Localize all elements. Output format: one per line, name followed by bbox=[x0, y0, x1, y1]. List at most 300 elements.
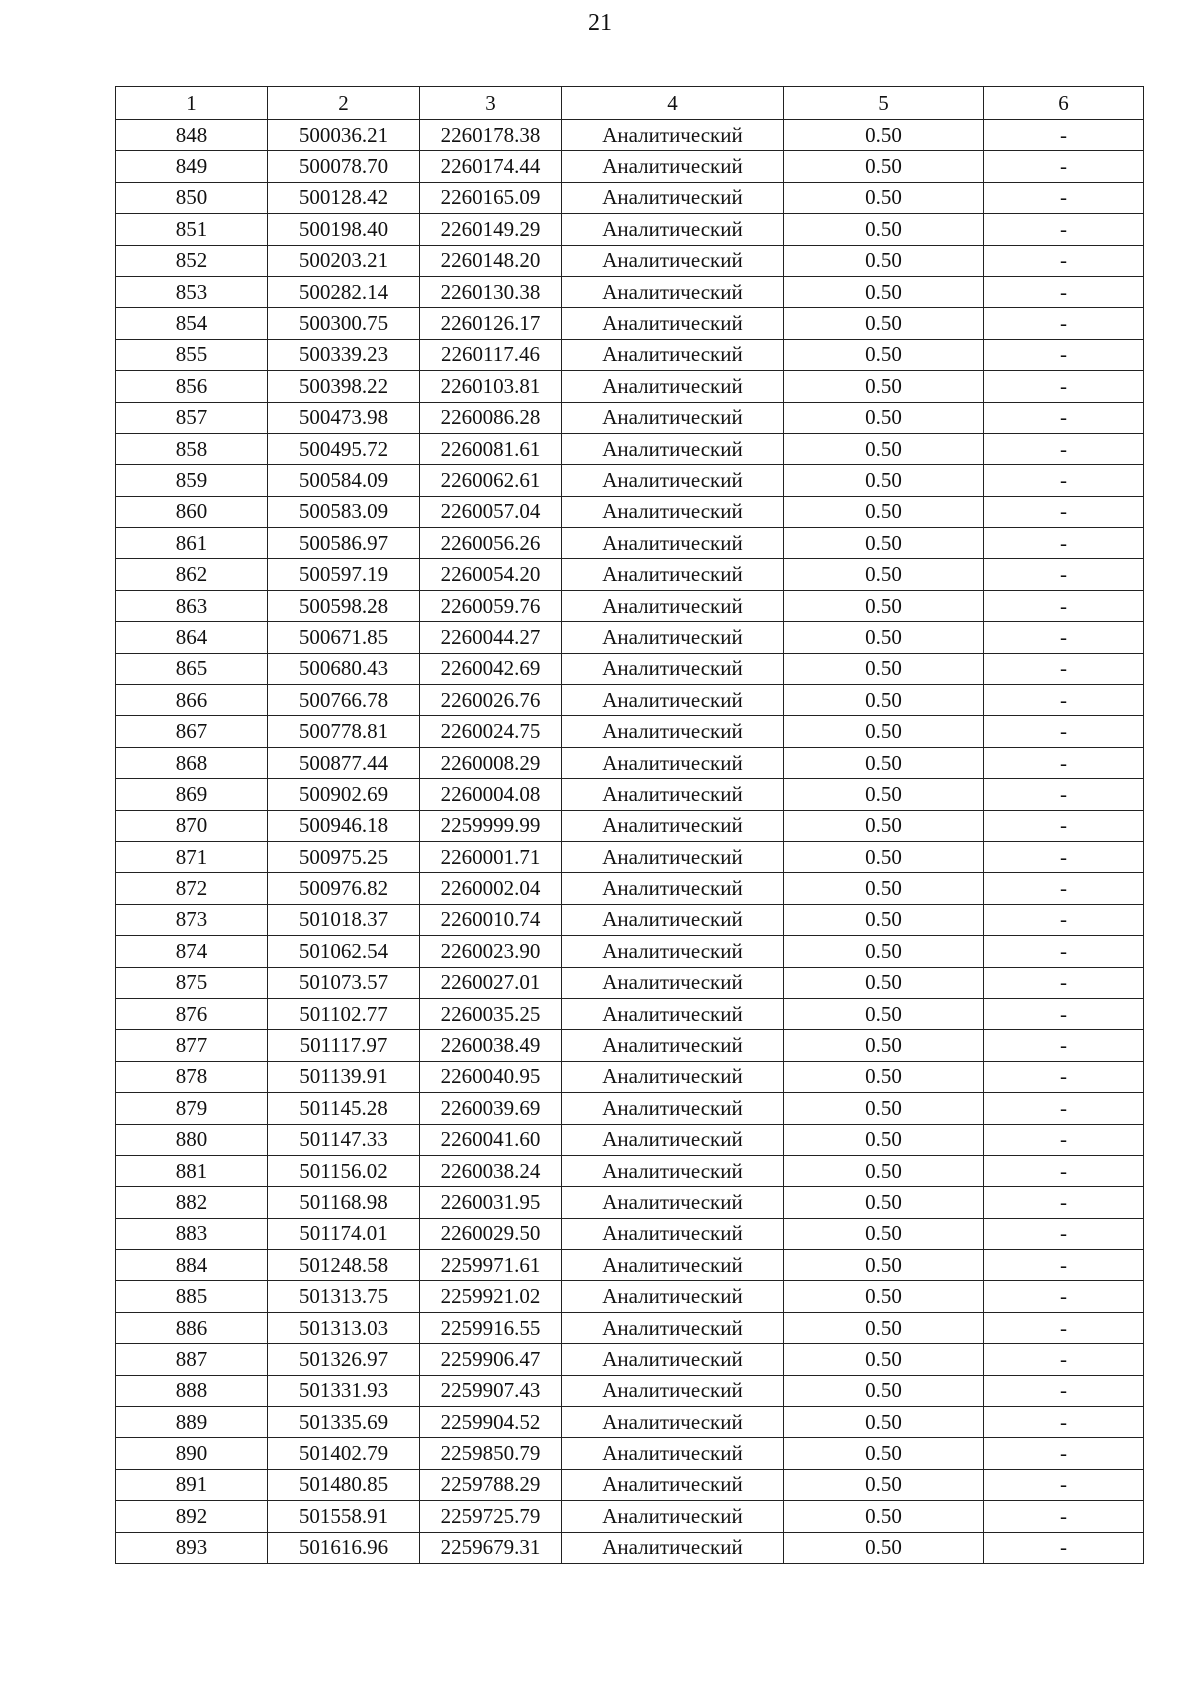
point-number-cell: 859 bbox=[116, 465, 268, 496]
description-cell: - bbox=[984, 1532, 1144, 1563]
table-row bbox=[116, 339, 1144, 370]
method-cell: Аналитический bbox=[562, 245, 784, 276]
accuracy-cell: 0.50 bbox=[784, 151, 984, 182]
y-coordinate-cell: 2260035.25 bbox=[420, 998, 562, 1029]
x-coordinate-cell: 500128.42 bbox=[268, 182, 420, 213]
point-number-cell: 893 bbox=[116, 1532, 268, 1563]
x-coordinate-cell: 500300.75 bbox=[268, 308, 420, 339]
method-cell: Аналитический bbox=[562, 1124, 784, 1155]
table-row bbox=[116, 1281, 1144, 1312]
x-coordinate-cell: 501145.28 bbox=[268, 1093, 420, 1124]
table-row bbox=[116, 245, 1144, 276]
table-row bbox=[116, 1250, 1144, 1281]
table-row bbox=[116, 685, 1144, 716]
point-number-cell: 890 bbox=[116, 1438, 268, 1469]
point-number-cell: 888 bbox=[116, 1375, 268, 1406]
x-coordinate-cell: 501248.58 bbox=[268, 1250, 420, 1281]
x-coordinate-cell: 500778.81 bbox=[268, 716, 420, 747]
description-cell: - bbox=[984, 810, 1144, 841]
x-coordinate-cell: 500976.82 bbox=[268, 873, 420, 904]
x-coordinate-cell: 501331.93 bbox=[268, 1375, 420, 1406]
description-cell: - bbox=[984, 182, 1144, 213]
y-coordinate-cell: 2259788.29 bbox=[420, 1469, 562, 1500]
method-cell: Аналитический bbox=[562, 1438, 784, 1469]
point-number-cell: 883 bbox=[116, 1218, 268, 1249]
y-coordinate-cell: 2260149.29 bbox=[420, 214, 562, 245]
point-number-cell: 856 bbox=[116, 371, 268, 402]
y-coordinate-cell: 2260027.01 bbox=[420, 967, 562, 998]
accuracy-cell: 0.50 bbox=[784, 1469, 984, 1500]
accuracy-cell: 0.50 bbox=[784, 465, 984, 496]
method-cell: Аналитический bbox=[562, 433, 784, 464]
point-number-cell: 865 bbox=[116, 653, 268, 684]
x-coordinate-cell: 501174.01 bbox=[268, 1218, 420, 1249]
method-cell: Аналитический bbox=[562, 528, 784, 559]
method-cell: Аналитический bbox=[562, 716, 784, 747]
table-row bbox=[116, 716, 1144, 747]
point-number-cell: 881 bbox=[116, 1155, 268, 1186]
x-coordinate-cell: 501168.98 bbox=[268, 1187, 420, 1218]
x-coordinate-cell: 501335.69 bbox=[268, 1407, 420, 1438]
x-coordinate-cell: 500282.14 bbox=[268, 276, 420, 307]
x-coordinate-cell: 501139.91 bbox=[268, 1061, 420, 1092]
y-coordinate-cell: 2260059.76 bbox=[420, 590, 562, 621]
table-row bbox=[116, 747, 1144, 778]
point-number-cell: 858 bbox=[116, 433, 268, 464]
description-cell: - bbox=[984, 276, 1144, 307]
accuracy-cell: 0.50 bbox=[784, 1281, 984, 1312]
method-cell: Аналитический bbox=[562, 1312, 784, 1343]
y-coordinate-cell: 2260086.28 bbox=[420, 402, 562, 433]
description-cell: - bbox=[984, 716, 1144, 747]
table-row bbox=[116, 1532, 1144, 1563]
description-cell: - bbox=[984, 1093, 1144, 1124]
accuracy-cell: 0.50 bbox=[784, 559, 984, 590]
table-row bbox=[116, 1375, 1144, 1406]
point-number-cell: 866 bbox=[116, 685, 268, 716]
y-coordinate-cell: 2260038.24 bbox=[420, 1155, 562, 1186]
table-row bbox=[116, 496, 1144, 527]
accuracy-cell: 0.50 bbox=[784, 873, 984, 904]
accuracy-cell: 0.50 bbox=[784, 182, 984, 213]
method-cell: Аналитический bbox=[562, 465, 784, 496]
x-coordinate-cell: 500946.18 bbox=[268, 810, 420, 841]
point-number-cell: 850 bbox=[116, 182, 268, 213]
description-cell: - bbox=[984, 653, 1144, 684]
method-cell: Аналитический bbox=[562, 1375, 784, 1406]
method-cell: Аналитический bbox=[562, 590, 784, 621]
point-number-cell: 886 bbox=[116, 1312, 268, 1343]
point-number-cell: 869 bbox=[116, 779, 268, 810]
description-cell: - bbox=[984, 559, 1144, 590]
accuracy-cell: 0.50 bbox=[784, 1344, 984, 1375]
x-coordinate-cell: 501102.77 bbox=[268, 998, 420, 1029]
accuracy-cell: 0.50 bbox=[784, 402, 984, 433]
y-coordinate-cell: 2260178.38 bbox=[420, 120, 562, 151]
table-row bbox=[116, 841, 1144, 872]
point-number-cell: 848 bbox=[116, 120, 268, 151]
table-row bbox=[116, 998, 1144, 1029]
accuracy-cell: 0.50 bbox=[784, 904, 984, 935]
point-number-cell: 851 bbox=[116, 214, 268, 245]
point-number-cell: 852 bbox=[116, 245, 268, 276]
table-body bbox=[116, 120, 1144, 1564]
table-row bbox=[116, 1312, 1144, 1343]
accuracy-cell: 0.50 bbox=[784, 747, 984, 778]
table-row bbox=[116, 1187, 1144, 1218]
accuracy-cell: 0.50 bbox=[784, 590, 984, 621]
page-number: 21 bbox=[588, 10, 612, 36]
method-cell: Аналитический bbox=[562, 151, 784, 182]
column-header-1: 1 bbox=[116, 87, 268, 120]
method-cell: Аналитический bbox=[562, 120, 784, 151]
table-row bbox=[116, 120, 1144, 151]
method-cell: Аналитический bbox=[562, 1250, 784, 1281]
accuracy-cell: 0.50 bbox=[784, 967, 984, 998]
accuracy-cell: 0.50 bbox=[784, 998, 984, 1029]
method-cell: Аналитический bbox=[562, 779, 784, 810]
description-cell: - bbox=[984, 1438, 1144, 1469]
table-row bbox=[116, 1061, 1144, 1092]
accuracy-cell: 0.50 bbox=[784, 622, 984, 653]
table-row bbox=[116, 559, 1144, 590]
table-row bbox=[116, 904, 1144, 935]
method-cell: Аналитический bbox=[562, 559, 784, 590]
point-number-cell: 879 bbox=[116, 1093, 268, 1124]
x-coordinate-cell: 500586.97 bbox=[268, 528, 420, 559]
x-coordinate-cell: 501558.91 bbox=[268, 1501, 420, 1532]
y-coordinate-cell: 2260054.20 bbox=[420, 559, 562, 590]
method-cell: Аналитический bbox=[562, 1187, 784, 1218]
description-cell: - bbox=[984, 1375, 1144, 1406]
point-number-cell: 884 bbox=[116, 1250, 268, 1281]
table-row bbox=[116, 151, 1144, 182]
description-cell: - bbox=[984, 433, 1144, 464]
accuracy-cell: 0.50 bbox=[784, 685, 984, 716]
accuracy-cell: 0.50 bbox=[784, 1030, 984, 1061]
accuracy-cell: 0.50 bbox=[784, 214, 984, 245]
x-coordinate-cell: 500495.72 bbox=[268, 433, 420, 464]
x-coordinate-cell: 500339.23 bbox=[268, 339, 420, 370]
description-cell: - bbox=[984, 622, 1144, 653]
point-number-cell: 874 bbox=[116, 936, 268, 967]
method-cell: Аналитический bbox=[562, 214, 784, 245]
accuracy-cell: 0.50 bbox=[784, 1501, 984, 1532]
accuracy-cell: 0.50 bbox=[784, 1187, 984, 1218]
description-cell: - bbox=[984, 590, 1144, 621]
table-row bbox=[116, 1469, 1144, 1500]
y-coordinate-cell: 2259679.31 bbox=[420, 1532, 562, 1563]
method-cell: Аналитический bbox=[562, 402, 784, 433]
description-cell: - bbox=[984, 1187, 1144, 1218]
point-number-cell: 862 bbox=[116, 559, 268, 590]
method-cell: Аналитический bbox=[562, 1155, 784, 1186]
description-cell: - bbox=[984, 967, 1144, 998]
description-cell: - bbox=[984, 1124, 1144, 1155]
description-cell: - bbox=[984, 1312, 1144, 1343]
table-row bbox=[116, 1124, 1144, 1155]
y-coordinate-cell: 2260031.95 bbox=[420, 1187, 562, 1218]
accuracy-cell: 0.50 bbox=[784, 308, 984, 339]
table-row bbox=[116, 967, 1144, 998]
y-coordinate-cell: 2260002.04 bbox=[420, 873, 562, 904]
point-number-cell: 855 bbox=[116, 339, 268, 370]
description-cell: - bbox=[984, 402, 1144, 433]
description-cell: - bbox=[984, 151, 1144, 182]
y-coordinate-cell: 2260038.49 bbox=[420, 1030, 562, 1061]
x-coordinate-cell: 500902.69 bbox=[268, 779, 420, 810]
table-row bbox=[116, 528, 1144, 559]
table-row bbox=[116, 1030, 1144, 1061]
point-number-cell: 857 bbox=[116, 402, 268, 433]
description-cell: - bbox=[984, 1344, 1144, 1375]
y-coordinate-cell: 2260042.69 bbox=[420, 653, 562, 684]
accuracy-cell: 0.50 bbox=[784, 245, 984, 276]
y-coordinate-cell: 2259904.52 bbox=[420, 1407, 562, 1438]
method-cell: Аналитический bbox=[562, 841, 784, 872]
table-row bbox=[116, 402, 1144, 433]
point-number-cell: 870 bbox=[116, 810, 268, 841]
table-row bbox=[116, 1438, 1144, 1469]
method-cell: Аналитический bbox=[562, 1501, 784, 1532]
x-coordinate-cell: 501616.96 bbox=[268, 1532, 420, 1563]
coordinates-table bbox=[115, 86, 1144, 1564]
point-number-cell: 887 bbox=[116, 1344, 268, 1375]
accuracy-cell: 0.50 bbox=[784, 1155, 984, 1186]
y-coordinate-cell: 2260081.61 bbox=[420, 433, 562, 464]
y-coordinate-cell: 2260029.50 bbox=[420, 1218, 562, 1249]
method-cell: Аналитический bbox=[562, 1093, 784, 1124]
table-row bbox=[116, 1501, 1144, 1532]
table-row bbox=[116, 590, 1144, 621]
accuracy-cell: 0.50 bbox=[784, 339, 984, 370]
method-cell: Аналитический bbox=[562, 685, 784, 716]
accuracy-cell: 0.50 bbox=[784, 810, 984, 841]
x-coordinate-cell: 500975.25 bbox=[268, 841, 420, 872]
y-coordinate-cell: 2260024.75 bbox=[420, 716, 562, 747]
table-row bbox=[116, 182, 1144, 213]
point-number-cell: 889 bbox=[116, 1407, 268, 1438]
accuracy-cell: 0.50 bbox=[784, 1312, 984, 1343]
table-row bbox=[116, 1093, 1144, 1124]
column-header-6: 6 bbox=[984, 87, 1144, 120]
y-coordinate-cell: 2260062.61 bbox=[420, 465, 562, 496]
x-coordinate-cell: 500597.19 bbox=[268, 559, 420, 590]
table-row bbox=[116, 308, 1144, 339]
method-cell: Аналитический bbox=[562, 1218, 784, 1249]
accuracy-cell: 0.50 bbox=[784, 528, 984, 559]
accuracy-cell: 0.50 bbox=[784, 936, 984, 967]
table-row bbox=[116, 873, 1144, 904]
accuracy-cell: 0.50 bbox=[784, 1375, 984, 1406]
description-cell: - bbox=[984, 936, 1144, 967]
point-number-cell: 861 bbox=[116, 528, 268, 559]
y-coordinate-cell: 2260026.76 bbox=[420, 685, 562, 716]
accuracy-cell: 0.50 bbox=[784, 1438, 984, 1469]
y-coordinate-cell: 2259725.79 bbox=[420, 1501, 562, 1532]
description-cell: - bbox=[984, 998, 1144, 1029]
description-cell: - bbox=[984, 120, 1144, 151]
y-coordinate-cell: 2260040.95 bbox=[420, 1061, 562, 1092]
y-coordinate-cell: 2259971.61 bbox=[420, 1250, 562, 1281]
table-header bbox=[116, 87, 1144, 120]
point-number-cell: 885 bbox=[116, 1281, 268, 1312]
point-number-cell: 877 bbox=[116, 1030, 268, 1061]
point-number-cell: 876 bbox=[116, 998, 268, 1029]
column-header-3: 3 bbox=[420, 87, 562, 120]
y-coordinate-cell: 2259850.79 bbox=[420, 1438, 562, 1469]
accuracy-cell: 0.50 bbox=[784, 779, 984, 810]
table-row bbox=[116, 1155, 1144, 1186]
description-cell: - bbox=[984, 245, 1144, 276]
point-number-cell: 860 bbox=[116, 496, 268, 527]
y-coordinate-cell: 2260023.90 bbox=[420, 936, 562, 967]
point-number-cell: 873 bbox=[116, 904, 268, 935]
method-cell: Аналитический bbox=[562, 371, 784, 402]
point-number-cell: 868 bbox=[116, 747, 268, 778]
x-coordinate-cell: 500078.70 bbox=[268, 151, 420, 182]
y-coordinate-cell: 2260117.46 bbox=[420, 339, 562, 370]
y-coordinate-cell: 2260130.38 bbox=[420, 276, 562, 307]
y-coordinate-cell: 2260008.29 bbox=[420, 747, 562, 778]
point-number-cell: 863 bbox=[116, 590, 268, 621]
description-cell: - bbox=[984, 1281, 1144, 1312]
method-cell: Аналитический bbox=[562, 1407, 784, 1438]
table-row bbox=[116, 810, 1144, 841]
method-cell: Аналитический bbox=[562, 1344, 784, 1375]
point-number-cell: 853 bbox=[116, 276, 268, 307]
y-coordinate-cell: 2260165.09 bbox=[420, 182, 562, 213]
description-cell: - bbox=[984, 1030, 1144, 1061]
y-coordinate-cell: 2259999.99 bbox=[420, 810, 562, 841]
description-cell: - bbox=[984, 371, 1144, 402]
x-coordinate-cell: 501402.79 bbox=[268, 1438, 420, 1469]
description-cell: - bbox=[984, 1407, 1144, 1438]
x-coordinate-cell: 500583.09 bbox=[268, 496, 420, 527]
method-cell: Аналитический bbox=[562, 1281, 784, 1312]
point-number-cell: 871 bbox=[116, 841, 268, 872]
column-header-5: 5 bbox=[784, 87, 984, 120]
description-cell: - bbox=[984, 904, 1144, 935]
y-coordinate-cell: 2259916.55 bbox=[420, 1312, 562, 1343]
table-row bbox=[116, 779, 1144, 810]
x-coordinate-cell: 500584.09 bbox=[268, 465, 420, 496]
description-cell: - bbox=[984, 747, 1144, 778]
method-cell: Аналитический bbox=[562, 622, 784, 653]
description-cell: - bbox=[984, 1469, 1144, 1500]
y-coordinate-cell: 2260057.04 bbox=[420, 496, 562, 527]
x-coordinate-cell: 500766.78 bbox=[268, 685, 420, 716]
description-cell: - bbox=[984, 1218, 1144, 1249]
y-coordinate-cell: 2259921.02 bbox=[420, 1281, 562, 1312]
description-cell: - bbox=[984, 1250, 1144, 1281]
x-coordinate-cell: 500680.43 bbox=[268, 653, 420, 684]
y-coordinate-cell: 2260174.44 bbox=[420, 151, 562, 182]
point-number-cell: 891 bbox=[116, 1469, 268, 1500]
point-number-cell: 864 bbox=[116, 622, 268, 653]
x-coordinate-cell: 500598.28 bbox=[268, 590, 420, 621]
method-cell: Аналитический bbox=[562, 904, 784, 935]
table-row bbox=[116, 1218, 1144, 1249]
column-header-4: 4 bbox=[562, 87, 784, 120]
x-coordinate-cell: 500671.85 bbox=[268, 622, 420, 653]
accuracy-cell: 0.50 bbox=[784, 1124, 984, 1155]
y-coordinate-cell: 2260010.74 bbox=[420, 904, 562, 935]
table-row bbox=[116, 1344, 1144, 1375]
method-cell: Аналитический bbox=[562, 496, 784, 527]
x-coordinate-cell: 500877.44 bbox=[268, 747, 420, 778]
point-number-cell: 849 bbox=[116, 151, 268, 182]
method-cell: Аналитический bbox=[562, 967, 784, 998]
accuracy-cell: 0.50 bbox=[784, 1218, 984, 1249]
accuracy-cell: 0.50 bbox=[784, 1532, 984, 1563]
table-row bbox=[116, 465, 1144, 496]
y-coordinate-cell: 2260041.60 bbox=[420, 1124, 562, 1155]
x-coordinate-cell: 501326.97 bbox=[268, 1344, 420, 1375]
y-coordinate-cell: 2259907.43 bbox=[420, 1375, 562, 1406]
accuracy-cell: 0.50 bbox=[784, 1061, 984, 1092]
x-coordinate-cell: 500203.21 bbox=[268, 245, 420, 276]
description-cell: - bbox=[984, 496, 1144, 527]
x-coordinate-cell: 501480.85 bbox=[268, 1469, 420, 1500]
point-number-cell: 867 bbox=[116, 716, 268, 747]
method-cell: Аналитический bbox=[562, 747, 784, 778]
x-coordinate-cell: 500398.22 bbox=[268, 371, 420, 402]
accuracy-cell: 0.50 bbox=[784, 1250, 984, 1281]
x-coordinate-cell: 501156.02 bbox=[268, 1155, 420, 1186]
table-row bbox=[116, 371, 1144, 402]
x-coordinate-cell: 500198.40 bbox=[268, 214, 420, 245]
x-coordinate-cell: 500473.98 bbox=[268, 402, 420, 433]
description-cell: - bbox=[984, 214, 1144, 245]
point-number-cell: 882 bbox=[116, 1187, 268, 1218]
method-cell: Аналитический bbox=[562, 308, 784, 339]
point-number-cell: 854 bbox=[116, 308, 268, 339]
description-cell: - bbox=[984, 339, 1144, 370]
method-cell: Аналитический bbox=[562, 1532, 784, 1563]
table-row bbox=[116, 622, 1144, 653]
method-cell: Аналитический bbox=[562, 873, 784, 904]
accuracy-cell: 0.50 bbox=[784, 371, 984, 402]
description-cell: - bbox=[984, 465, 1144, 496]
description-cell: - bbox=[984, 1061, 1144, 1092]
table-row bbox=[116, 1407, 1144, 1438]
x-coordinate-cell: 501313.03 bbox=[268, 1312, 420, 1343]
y-coordinate-cell: 2260126.17 bbox=[420, 308, 562, 339]
method-cell: Аналитический bbox=[562, 276, 784, 307]
point-number-cell: 880 bbox=[116, 1124, 268, 1155]
method-cell: Аналитический bbox=[562, 810, 784, 841]
x-coordinate-cell: 501313.75 bbox=[268, 1281, 420, 1312]
point-number-cell: 875 bbox=[116, 967, 268, 998]
x-coordinate-cell: 501117.97 bbox=[268, 1030, 420, 1061]
description-cell: - bbox=[984, 779, 1144, 810]
accuracy-cell: 0.50 bbox=[784, 841, 984, 872]
accuracy-cell: 0.50 bbox=[784, 120, 984, 151]
point-number-cell: 878 bbox=[116, 1061, 268, 1092]
y-coordinate-cell: 2260004.08 bbox=[420, 779, 562, 810]
x-coordinate-cell: 501147.33 bbox=[268, 1124, 420, 1155]
header-row bbox=[116, 87, 1144, 120]
table-row bbox=[116, 936, 1144, 967]
y-coordinate-cell: 2260001.71 bbox=[420, 841, 562, 872]
y-coordinate-cell: 2260039.69 bbox=[420, 1093, 562, 1124]
description-cell: - bbox=[984, 528, 1144, 559]
column-header-2: 2 bbox=[268, 87, 420, 120]
method-cell: Аналитический bbox=[562, 1469, 784, 1500]
y-coordinate-cell: 2260044.27 bbox=[420, 622, 562, 653]
method-cell: Аналитический bbox=[562, 998, 784, 1029]
